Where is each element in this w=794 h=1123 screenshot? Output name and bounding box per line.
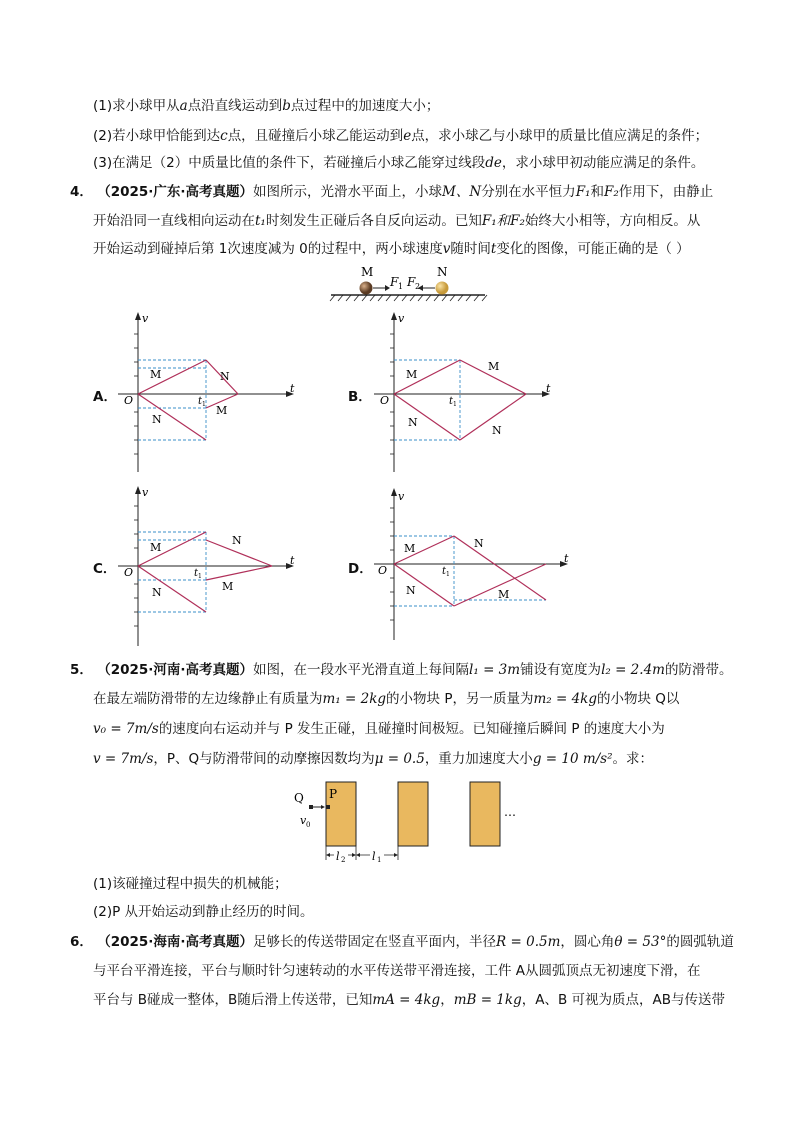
- option-c-label[interactable]: C．: [93, 561, 117, 577]
- svg-text:P: P: [329, 787, 338, 801]
- svg-text:2: 2: [415, 282, 421, 291]
- anti-slip-strip-3: [470, 782, 500, 846]
- q3-subpart-1: (1)求小球甲从a点沿直线运动到b点过程中的加速度大小；: [93, 98, 440, 114]
- svg-text:N: N: [492, 424, 502, 437]
- svg-text:l: l: [336, 850, 340, 863]
- svg-text:1: 1: [377, 856, 382, 864]
- svg-text:O: O: [380, 394, 390, 407]
- svg-text:t: t: [198, 396, 203, 407]
- q5-subpart-1: (1)该碰撞过程中损失的机械能；: [93, 876, 288, 892]
- graph-d[interactable]: [364, 484, 579, 644]
- option-a-label[interactable]: A．: [93, 389, 117, 405]
- svg-text:v: v: [398, 490, 405, 503]
- svg-text:M: M: [488, 360, 500, 373]
- svg-text:N: N: [474, 537, 484, 550]
- svg-text:Q: Q: [294, 791, 304, 805]
- graph-b[interactable]: [366, 308, 566, 478]
- svg-text:M: M: [222, 580, 234, 593]
- svg-text:1: 1: [446, 571, 450, 578]
- q4-line-2: 开始沿同一直线相向运动在t₁时刻发生正碰后各自反向运动。已知F₁和F₂始终大小相等，方向相反。从: [93, 213, 701, 229]
- graph-a[interactable]: [110, 308, 310, 478]
- svg-text:N: N: [406, 584, 416, 597]
- svg-text:M: M: [216, 404, 228, 417]
- svg-text:F: F: [390, 275, 399, 289]
- svg-text:1: 1: [453, 401, 457, 408]
- q4-ball-figure: [325, 262, 490, 302]
- q4-line-1: 4． （2025·广东·高考真题）如图所示，光滑水平面上，小球M、N分别在水平恒力F₁和F₂作用下，由静止: [70, 184, 714, 200]
- svg-text:t: t: [442, 566, 447, 577]
- q5-line-3: v₀ = 7m/s的速度向右运动并与 P 发生正碰，且碰撞时间极短。已知碰撞后瞬间 P 的速度大小为: [93, 721, 665, 737]
- option-b-label[interactable]: B．: [348, 389, 372, 405]
- svg-text:v: v: [142, 312, 149, 325]
- q6-line-1: 6． （2025·海南·高考真题）足够长的传送带固定在竖直平面内，半径R = 0.5m，圆心角θ = 53°的圆弧轨道: [70, 934, 734, 950]
- svg-text:1: 1: [398, 282, 404, 291]
- svg-text:t: t: [290, 554, 295, 567]
- svg-text:O: O: [124, 566, 134, 579]
- svg-text:1: 1: [202, 401, 206, 408]
- svg-text:N: N: [220, 370, 230, 383]
- option-d-label[interactable]: D．: [348, 561, 373, 577]
- q5-subpart-2: (2)P 从开始运动到静止经历的时间。: [93, 904, 314, 920]
- svg-text:t: t: [546, 382, 551, 395]
- svg-text:F: F: [407, 275, 416, 289]
- svg-text:M: M: [406, 368, 418, 381]
- svg-text:M: M: [404, 542, 416, 555]
- svg-text:O: O: [124, 394, 134, 407]
- svg-text:…: …: [504, 805, 516, 819]
- svg-text:2: 2: [341, 856, 346, 864]
- svg-text:M: M: [150, 368, 162, 381]
- svg-text:v: v: [142, 486, 149, 499]
- block-p: [326, 805, 330, 809]
- svg-text:M: M: [150, 541, 162, 554]
- q5-line-4: v = 7m/s，P、Q与防滑带间的动摩擦因数均为μ = 0.5，重力加速度大小g = 10 m/s²。求：: [93, 751, 654, 767]
- svg-text:l: l: [372, 850, 376, 863]
- graph-c[interactable]: [110, 482, 310, 652]
- svg-text:t: t: [194, 568, 199, 579]
- svg-text:O: O: [378, 564, 388, 577]
- q4-line-3: 开始运动到碰掉后第 1次速度减为 0的过程中，两小球速度v随时间t变化的图像，可能正确的是（ ）: [93, 241, 690, 257]
- svg-text:t: t: [449, 396, 454, 407]
- svg-text:1: 1: [198, 573, 202, 580]
- svg-text:N: N: [232, 534, 242, 547]
- q3-subpart-2: (2)若小球甲恰能到达c点，且碰撞后小球乙能运动到e点，求小球乙与小球甲的质量比值应满足的条件；: [93, 128, 709, 144]
- q6-line-3: 平台与 B碰成一整体，B随后滑上传送带，已知mA = 4kg，mB = 1kg，A、B 可视为质点，AB与传送带: [93, 992, 726, 1008]
- q3-subpart-3: (3)在满足（2）中质量比值的条件下，若碰撞后小球乙能穿过线段de，求小球甲初动能应满足的条件。: [93, 155, 705, 171]
- svg-text:M: M: [498, 588, 510, 601]
- svg-text:N: N: [152, 413, 162, 426]
- svg-text:0: 0: [306, 821, 311, 829]
- q6-line-2: 与平台平滑连接，平台与顺时针匀速转动的水平传送带平滑连接，工件 A从圆弧顶点无初速度下滑，在: [93, 963, 701, 979]
- ball-n: [436, 282, 449, 295]
- q5-line-1: 5． （2025·河南·高考真题）如图，在一段水平光滑直道上每间隔l₁ = 3m铺设有宽度为l₂ = 2.4m的防滑带。: [70, 662, 733, 678]
- svg-text:M: M: [361, 265, 374, 279]
- svg-text:v: v: [398, 312, 405, 325]
- svg-text:t: t: [290, 382, 295, 395]
- svg-text:t: t: [564, 552, 569, 565]
- ball-m: [360, 282, 373, 295]
- svg-text:N: N: [437, 265, 448, 279]
- svg-text:N: N: [408, 416, 418, 429]
- block-q: [309, 805, 313, 809]
- svg-text:N: N: [152, 586, 162, 599]
- anti-slip-strip-2: [398, 782, 428, 846]
- q5-strip-figure: [288, 778, 528, 868]
- svg-text:v: v: [300, 814, 307, 827]
- q5-line-2: 在最左端防滑带的左边缘静止有质量为m₁ = 2kg的小物块 P，另一质量为m₂ = 4kg的小物块 Q以: [93, 691, 680, 707]
